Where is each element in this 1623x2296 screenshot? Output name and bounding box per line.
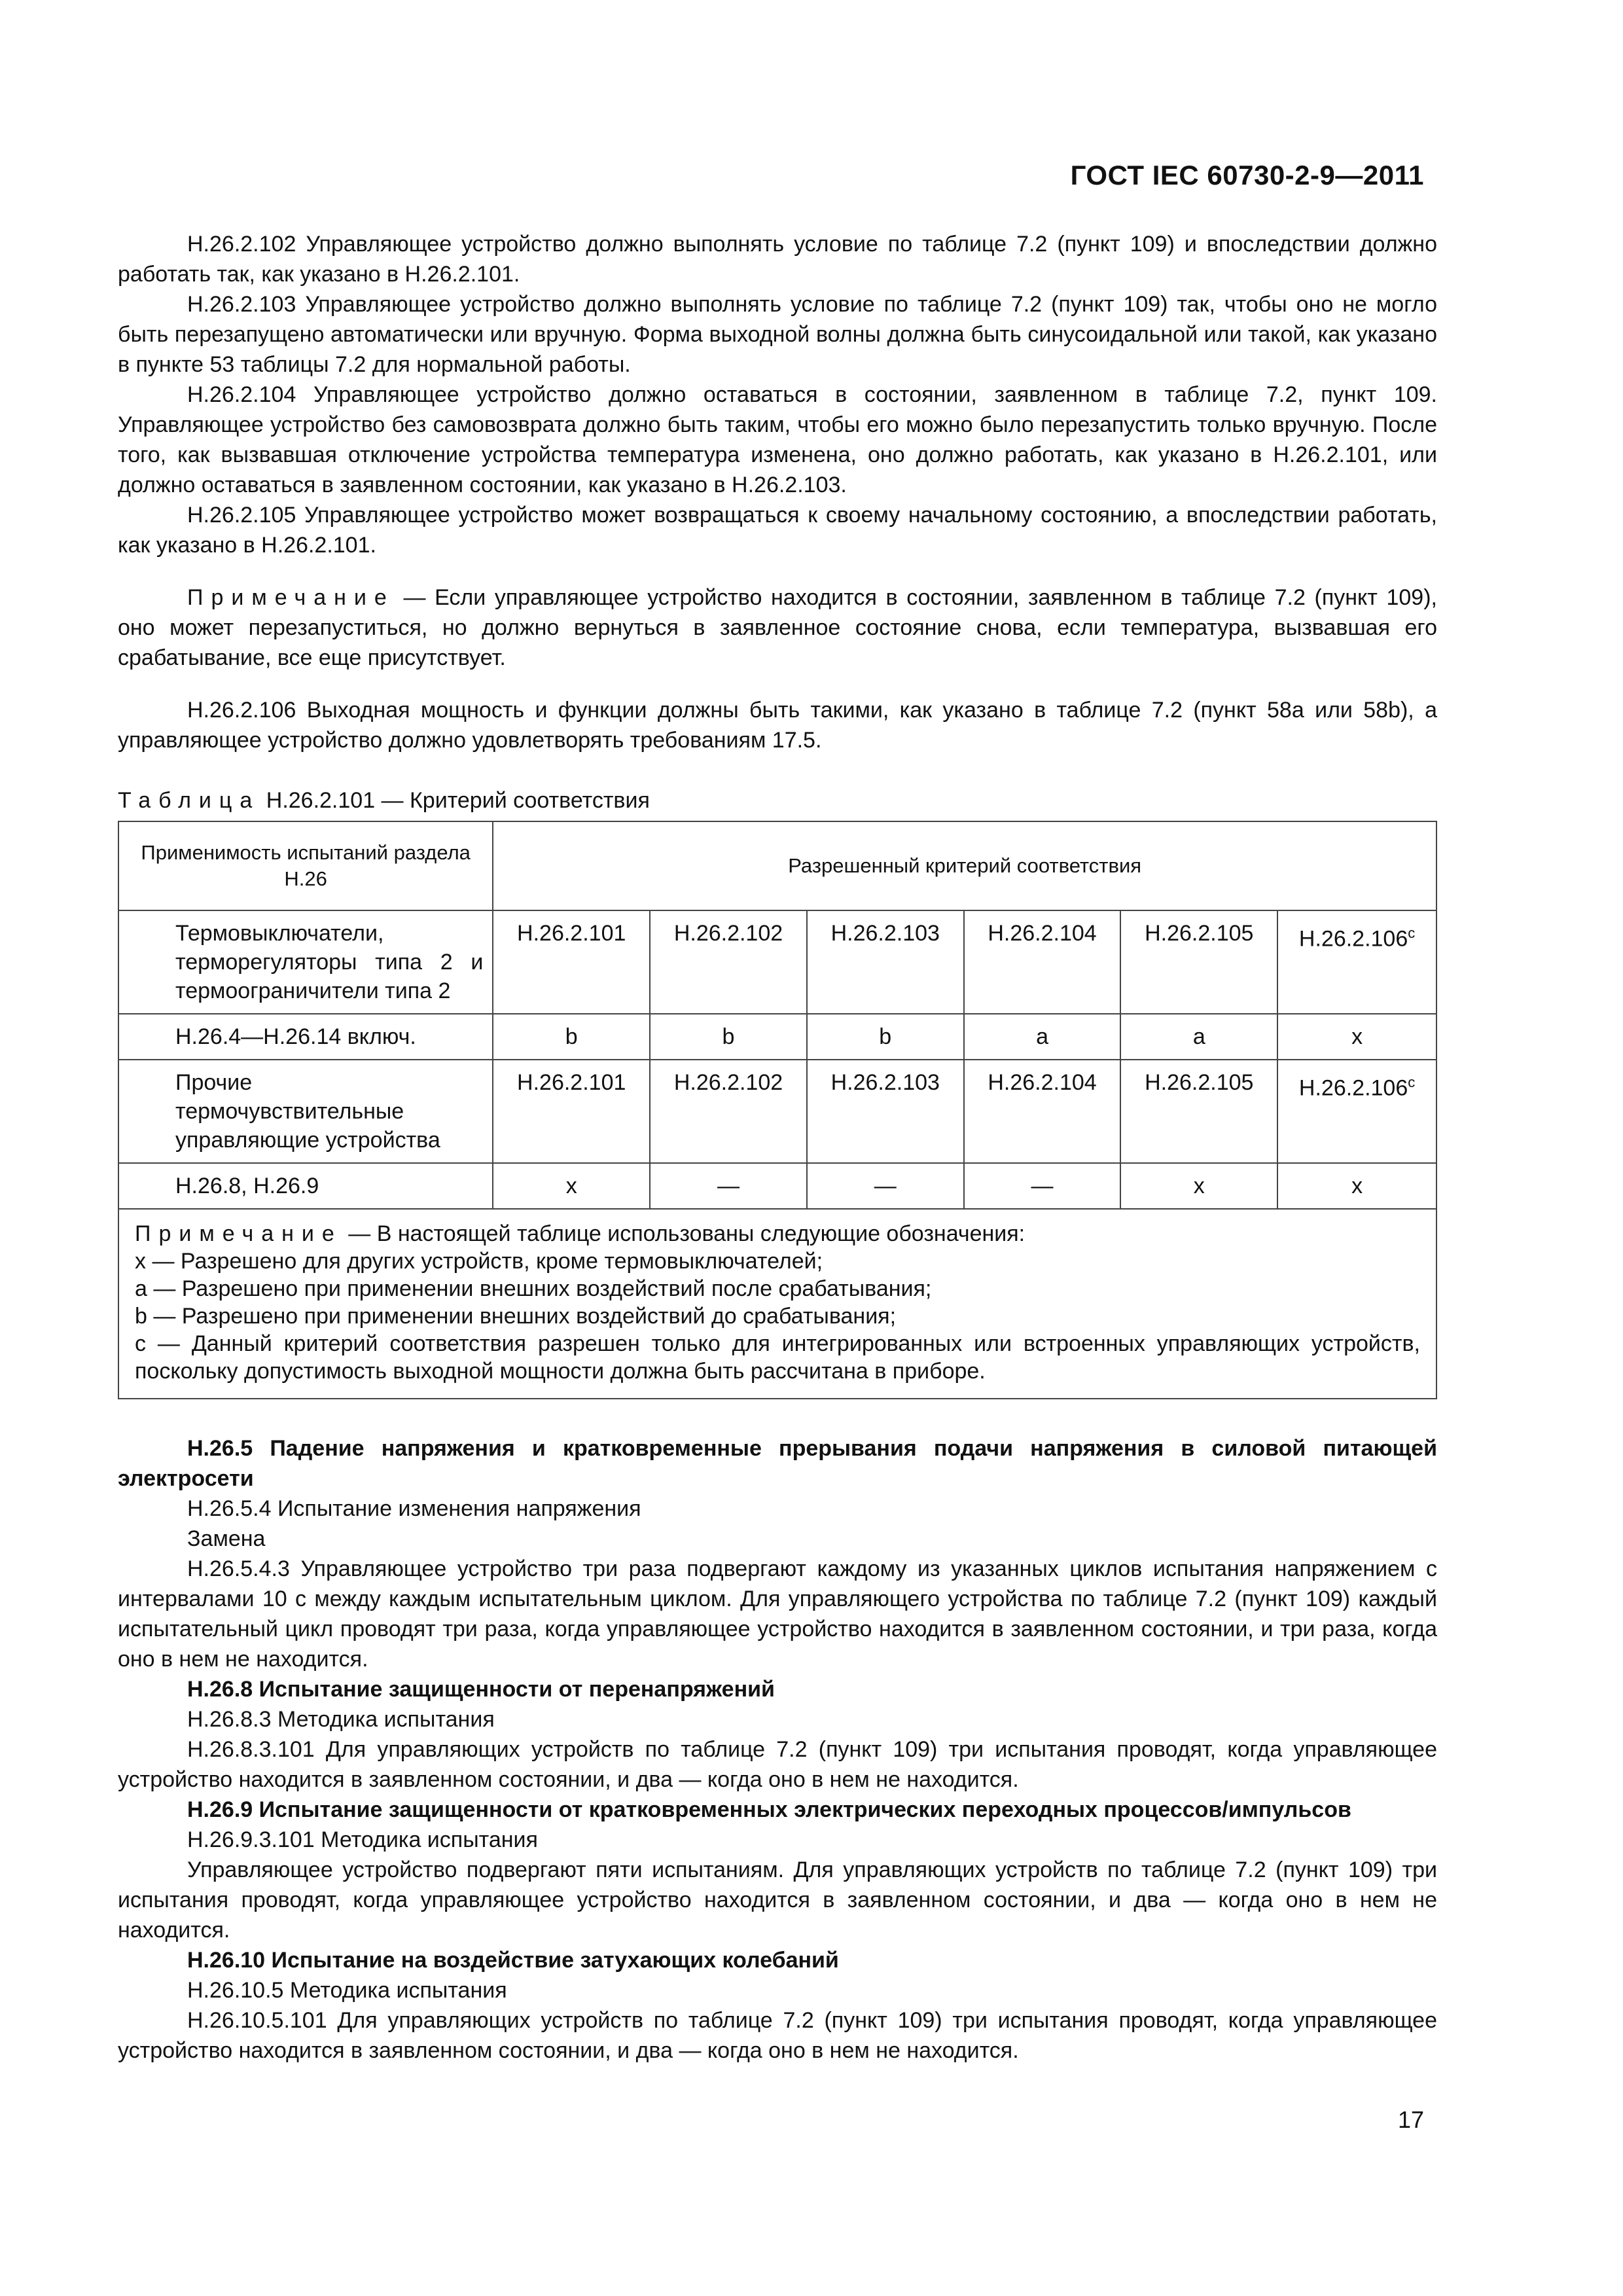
replacement-label: Замена <box>187 1526 266 1551</box>
table-row <box>118 1060 1436 1163</box>
table-cell: — <box>807 1163 964 1209</box>
document-header: ГОСТ IEC 60730-2-9—2011 <box>1070 160 1424 190</box>
paragraph-h26-2-102: H.26.2.102 Управляющее устройство должно выполнять условие по таблице 7.2 (пункт 109) и впоследствии должно работать так, как указано в H.26.2.101. <box>118 232 1437 287</box>
paragraph-h26-10-5-101: H.26.10.5.101 Для управляющих устройств по таблице 7.2 (пункт 109) три испытания проводят, когда управляющее устройство находится в заявленном состоянии, и два — когда оно в нем не находится. <box>118 2008 1437 2063</box>
paragraph-h26-2-103: H.26.2.103 Управляющее устройство должно выполнять условие по таблице 7.2 (пункт 109) так, чтобы оно не могло быть перезапущено автоматически или вручную. Форма выходной волны должна быть синусоидальной или такой, как указано в пункте 53 таблицы 7.2 для нормальной работы. <box>118 292 1437 377</box>
table-cell: x <box>1277 1014 1436 1060</box>
table-cell: — <box>650 1163 807 1209</box>
header-applicability: Применимость испытаний раздела H.26 <box>118 821 493 910</box>
table-cell: H.26.2.105 <box>1120 1060 1277 1163</box>
subsection-h26-9-3-101: H.26.9.3.101 Методика испытания <box>187 1827 538 1852</box>
subsection-h26-5-4: H.26.5.4 Испытание изменения напряжения <box>187 1496 641 1521</box>
paragraph-h26-2-106: H.26.2.106 Выходная мощность и функции должны быть такими, как указано в таблице 7.2 (пункт 58a или 58b), а управляющее устройство должно удовлетворять требованиям 17.5. <box>118 698 1437 753</box>
page-number: 17 <box>1397 2106 1424 2133</box>
table-cell: x <box>493 1163 650 1209</box>
table-cell: H.26.2.101 <box>493 1060 650 1163</box>
note-text: — Если управляющее устройство находится в состоянии, заявленном в таблице 7.2 (пункт 109), оно может перезапуститься, но должно вернуться в заявленное состояние снова, если температура, вызвавшая его срабатывание, все еще присутствует. <box>118 585 1437 670</box>
table-cell: H.26.2.104 <box>964 910 1121 1014</box>
table-row <box>118 1014 1436 1060</box>
page-body <box>118 229 1437 2066</box>
table-cell: H.26.2.105 <box>1120 910 1277 1014</box>
table-note-line: x — Разрешено для других устройств, кроме термовыключателей; <box>135 1249 823 1274</box>
table-note-intro <box>135 1220 1420 1247</box>
paragraph-h26-2-105: H.26.2.105 Управляющее устройство может возвращаться к своему начальному состоянию, а впоследствии работать, как указано в H.26.2.101. <box>118 503 1437 558</box>
subsection-h26-8-3: H.26.8.3 Методика испытания <box>187 1707 495 1732</box>
section-heading-h26-10 <box>118 1945 1437 1975</box>
cell-text: H.26.2.106 <box>1298 1075 1408 1101</box>
note-block <box>118 583 1437 673</box>
section-heading-h26-9 <box>118 1795 1437 1825</box>
table-cell: x <box>1277 1163 1436 1209</box>
footnote-mark: c <box>1408 925 1416 941</box>
table-row <box>118 910 1436 1014</box>
table-cell: H.26.2.103 <box>807 1060 964 1163</box>
table-note-intro-text: — В настоящей таблице использованы следующие обозначения: <box>342 1221 1026 1246</box>
row-label-other-devices: Прочие термочувствительные управляющие устройства <box>118 1060 493 1163</box>
paragraph-h26-9-text: Управляющее устройство подвергают пяти испытаниям. Для управляющих устройств по таблице 7.2 (пункт 109) три испытания проводят, когда управляющее устройство находится в заявленном состоянии, и два — когда оно в нем не находится. <box>118 1857 1437 1943</box>
table-cell: H.26.2.101 <box>493 910 650 1014</box>
paragraph-h26-2-104: H.26.2.104 Управляющее устройство должно оставаться в состоянии, заявленном в таблице 7.2, пункт 109. Управляющее устройство без самовозврата должно быть таким, чтобы его можно было перезапустить только вручную. После того, как вызвавшая отключение устройства температура изменена, оно должно работать, как указано в H.26.2.101, или должно оставаться в заявленном состоянии, как указано в H.26.2.103. <box>118 382 1437 497</box>
table-note-line: c — Данный критерий соответствия разрешен только для интегрированных или встроенных управляющих устройств, поскольку допустимость выходной мощности должна быть рассчитана в приборе. <box>135 1331 1420 1384</box>
table-note-line: b — Разрешено при применении внешних воздействий до срабатывания; <box>135 1304 897 1329</box>
table-caption <box>118 785 1437 816</box>
table-cell: b <box>493 1014 650 1060</box>
table-caption-text: H.26.2.101 — Критерий соответствия <box>260 788 650 813</box>
section-heading-h26-5 <box>118 1433 1437 1494</box>
table-cell: H.26.2.104 <box>964 1060 1121 1163</box>
table-cell: x <box>1120 1163 1277 1209</box>
subsection-h26-10-5: H.26.10.5 Методика испытания <box>187 1978 507 2003</box>
table-cell: b <box>650 1014 807 1060</box>
table-note-line: a — Разрешено при применении внешних воздействий после срабатывания; <box>135 1276 932 1301</box>
table-header-row <box>118 821 1436 910</box>
paragraph-h26-8-3-101: H.26.8.3.101 Для управляющих устройств по таблице 7.2 (пункт 109) три испытания проводят, когда управляющее устройство находится в заявленном состоянии, и два — когда оно в нем не находится. <box>118 1737 1437 1792</box>
section-heading-text: H.26.5 Падение напряжения и кратковременные прерывания подачи напряжения в силовой питающей электросети <box>118 1436 1437 1491</box>
table-caption-label: Таблица <box>118 788 260 813</box>
table-cell: H.26.2.102 <box>650 910 807 1014</box>
compliance-criteria-table <box>118 821 1437 1399</box>
table-note-row <box>118 1209 1436 1399</box>
cell-text: H.26.2.106 <box>1298 926 1408 952</box>
paragraph-h26-5-4-3: H.26.5.4.3 Управляющее устройство три раза подвергают каждому из указанных циклов испытания напряжением с интервалами 10 с между каждым испытательным циклом. Для управляющего устройства по таблице 7.2 (пункт 109) каждый испытательный цикл проводят три раза, когда управляющее устройство находится в заявленном состоянии, и три раза, когда оно в нем не находится. <box>118 1556 1437 1672</box>
footnote-mark: c <box>1408 1074 1416 1090</box>
section-heading-text: H.26.8 Испытание защищенности от перенапряжений <box>187 1677 775 1702</box>
table-cell: — <box>964 1163 1121 1209</box>
table-cell <box>1277 910 1436 1014</box>
table-cell: a <box>1120 1014 1277 1060</box>
header-criteria: Разрешенный критерий соответствия <box>493 821 1436 910</box>
table-cell <box>1277 1060 1436 1163</box>
row-label-h26-8-h26-9: H.26.8, H.26.9 <box>118 1163 493 1209</box>
note-label: Примечание <box>187 585 395 610</box>
table-cell: H.26.2.103 <box>807 910 964 1014</box>
section-heading-text: H.26.10 Испытание на воздействие затухающих колебаний <box>187 1948 839 1973</box>
section-heading-text: H.26.9 Испытание защищенности от кратковременных электрических переходных процессов/импульсов <box>187 1797 1351 1822</box>
section-heading-h26-8 <box>118 1674 1437 1704</box>
row-label-range: H.26.4—H.26.14 включ. <box>118 1014 493 1060</box>
table-note-label: Примечание <box>135 1221 342 1246</box>
table-row <box>118 1163 1436 1209</box>
table-cell: H.26.2.102 <box>650 1060 807 1163</box>
table-note <box>118 1209 1436 1399</box>
table-cell: a <box>964 1014 1121 1060</box>
row-label-thermal-cutouts: Термовыключатели, терморегуляторы типа 2 и термоограничители типа 2 <box>118 910 493 1014</box>
table-cell: b <box>807 1014 964 1060</box>
